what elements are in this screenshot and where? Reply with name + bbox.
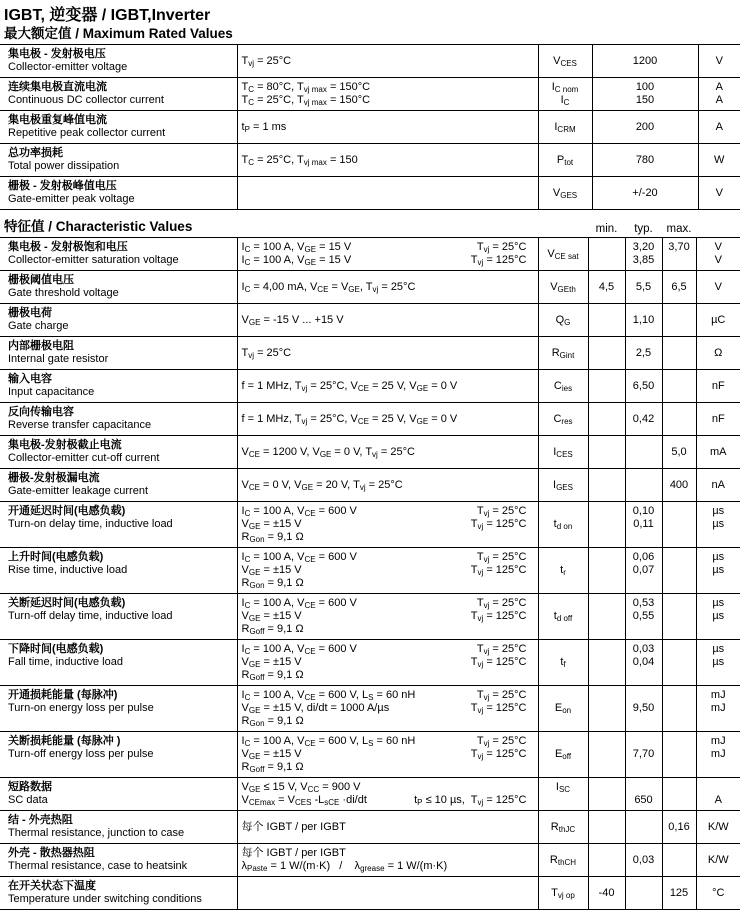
conditions-cell xyxy=(237,144,538,177)
conditions-cell xyxy=(237,844,538,877)
spec-row xyxy=(0,238,740,271)
param-name-cell xyxy=(0,271,237,304)
unit-cell: V xyxy=(698,45,740,78)
symbol-cell: $E_{on}$ xyxy=(538,686,588,732)
typ-cell xyxy=(625,436,662,469)
min-cell xyxy=(588,337,625,370)
spec-row xyxy=(0,778,740,811)
unit-cell: W xyxy=(698,144,740,177)
spec-row xyxy=(0,144,740,177)
min-cell xyxy=(588,436,625,469)
param-name-cn: 栅极阈值电压 xyxy=(8,274,74,286)
condition-line: $I_C = 100$ A, $V_{GE} = 15$ V $T_{vj} = 25^\circ C$ xyxy=(241,241,527,254)
page-title: IGBT, 逆变器 / IGBT,Inverter xyxy=(4,7,211,24)
condition-line: $R_{Goff} = 9,1$ Ω xyxy=(241,669,304,682)
spec-row xyxy=(0,811,740,844)
param-name-cn: 集电极重复峰值电流 xyxy=(8,114,107,126)
unit-cell: µs µs xyxy=(696,640,740,686)
conditions-cell xyxy=(237,111,538,144)
unit-cell: mJ mJ xyxy=(696,732,740,778)
symbol-cell: $V_{CE sat}$ xyxy=(538,238,588,271)
condition-line: $R_{Gon} = 9,1$ Ω xyxy=(241,715,304,728)
conditions-cell xyxy=(237,370,538,403)
conditions-cell xyxy=(237,78,538,111)
col-header-typ: typ. xyxy=(634,223,653,235)
symbol-cell: $R_{Gint}$ xyxy=(538,337,588,370)
conditions-cell xyxy=(237,877,538,910)
param-name-en: Temperature under switching conditions xyxy=(8,893,202,905)
param-name-cn: 开通延迟时间(电感负载) xyxy=(8,505,126,517)
param-name-en: Gate charge xyxy=(8,320,69,332)
conditions-cell xyxy=(237,469,538,502)
symbol-cell: $t_f$ xyxy=(538,640,588,686)
typ-cell: 0,06 0,07 xyxy=(625,548,662,594)
value-cell: 1200 xyxy=(592,45,698,78)
param-name-en: Gate threshold voltage xyxy=(8,287,119,299)
spec-row xyxy=(0,337,740,370)
unit-cell: A A xyxy=(698,78,740,111)
typ-cell: 7,70 xyxy=(625,732,662,778)
param-name-en: Turn-off energy loss per pulse xyxy=(8,748,154,760)
param-name-en: Continuous DC collector current xyxy=(8,94,164,106)
min-cell xyxy=(588,370,625,403)
param-name-cell xyxy=(0,778,237,811)
param-name-en: Turn-on delay time, inductive load xyxy=(8,518,173,530)
unit-cell: V xyxy=(698,177,740,210)
param-name-en: Turn-on energy loss per pulse xyxy=(8,702,154,714)
param-name-cn: 内部栅极电阻 xyxy=(8,340,74,352)
spec-row xyxy=(0,877,740,910)
condition-line: $T_C = 25^\circ C$, $T_{vj max} = 150^\circ C$ xyxy=(241,94,371,107)
symbol-cell: $T_{vj op}$ xyxy=(538,877,588,910)
symbol-cell: $C_{res}$ xyxy=(538,403,588,436)
spec-row xyxy=(0,469,740,502)
min-cell xyxy=(588,304,625,337)
symbol-cell: $V_{CES}$ xyxy=(538,45,592,78)
param-name-en: Gate-emitter leakage current xyxy=(8,485,149,497)
spec-row xyxy=(0,304,740,337)
typ-cell: 2,5 xyxy=(625,337,662,370)
param-name-cn: 在开关状态下温度 xyxy=(8,880,96,892)
typ-cell xyxy=(625,811,662,844)
condition-line: $V_{GE} = \pm 15$ V $T_{vj} = 125^\circ C$ xyxy=(241,564,527,577)
symbol-cell: $E_{off}$ xyxy=(538,732,588,778)
param-name-cn: 栅极-发射极漏电流 xyxy=(8,472,100,484)
unit-cell: A xyxy=(698,111,740,144)
symbol-cell: $Q_G$ xyxy=(538,304,588,337)
max-cell xyxy=(662,594,696,640)
min-cell xyxy=(588,469,625,502)
param-name-cn: 栅极 - 发射极峰值电压 xyxy=(8,180,117,192)
max-cell xyxy=(662,778,696,811)
condition-line: $R_{Goff} = 9,1$ Ω xyxy=(241,623,304,636)
conditions-cell xyxy=(237,686,538,732)
condition-line: f = 1 MHz, $T_{vj} = 25^\circ C$, $V_{CE} = 25$ V, $V_{GE} = 0$ V xyxy=(241,379,458,393)
param-name-cell xyxy=(0,640,237,686)
conditions-cell xyxy=(237,304,538,337)
condition-line: $T_C = 25^\circ C$, $T_{vj max} = 150$ xyxy=(241,153,358,167)
param-name-cn: 总功率损耗 xyxy=(8,147,63,159)
min-cell xyxy=(588,594,625,640)
param-name-cn: 输入电容 xyxy=(8,373,52,385)
typ-cell: 0,53 0,55 xyxy=(625,594,662,640)
value-cell: +/-20 xyxy=(592,177,698,210)
spec-row xyxy=(0,45,740,78)
symbol-cell: $V_{GES}$ xyxy=(538,177,592,210)
max-cell xyxy=(662,640,696,686)
unit-cell: nA xyxy=(696,469,740,502)
spec-row xyxy=(0,732,740,778)
typ-cell: 0,03 0,04 xyxy=(625,640,662,686)
max-cell xyxy=(662,844,696,877)
symbol-cell: $R_{thCH}$ xyxy=(538,844,588,877)
condition-line: $R_{Gon} = 9,1$ Ω xyxy=(241,577,304,590)
condition-line: $V_{GE} = \pm 15$ V $T_{vj} = 125^\circ C$ xyxy=(241,518,527,531)
max-cell xyxy=(662,370,696,403)
max-cell: 0,16 xyxy=(662,811,696,844)
param-name-cell xyxy=(0,238,237,271)
conditions-cell xyxy=(237,502,538,548)
condition-line: $I_C = 100$ A, $V_{CE} = 600$ V $T_{vj} = 25^\circ C$ xyxy=(241,643,527,656)
spec-row xyxy=(0,502,740,548)
param-name-cell xyxy=(0,403,237,436)
param-name-cell xyxy=(0,844,237,877)
conditions-cell xyxy=(237,594,538,640)
characteristic-heading: 特征值 / Characteristic Values xyxy=(4,219,193,234)
symbol-cell: $t_{d off}$ xyxy=(538,594,588,640)
max-cell: 3,70 xyxy=(662,238,696,271)
conditions-cell xyxy=(237,337,538,370)
symbol-cell: $t_{d on}$ xyxy=(538,502,588,548)
condition-line: $T_C = 80^\circ C$, $T_{vj max} = 150^\circ C$ xyxy=(241,81,371,94)
param-name-cell xyxy=(0,78,237,111)
spec-row xyxy=(0,111,740,144)
symbol-cell: $I_{SC}$ xyxy=(538,778,588,811)
param-name-cn: 上升时间(电感负载) xyxy=(8,551,104,563)
param-name-cell xyxy=(0,436,237,469)
param-name-en: Collector-emitter voltage xyxy=(8,61,128,73)
conditions-cell xyxy=(237,436,538,469)
spec-row xyxy=(0,370,740,403)
max-cell xyxy=(662,548,696,594)
condition-line: $V_{CE} = 0$ V, $V_{GE} = 20$ V, $T_{vj} = 25^\circ C$ xyxy=(241,478,403,492)
param-name-cn: 集电极 - 发射极饱和电压 xyxy=(8,241,128,253)
symbol-cell: $C_{ies}$ xyxy=(538,370,588,403)
min-cell xyxy=(588,844,625,877)
max-cell: 5,0 xyxy=(662,436,696,469)
param-name-cn: 集电极 - 发射极电压 xyxy=(8,48,106,60)
param-name-en: SC data xyxy=(8,794,48,806)
typ-cell xyxy=(625,877,662,910)
typ-cell: 0,42 xyxy=(625,403,662,436)
unit-cell: Ω xyxy=(696,337,740,370)
unit-cell: °C xyxy=(696,877,740,910)
param-name-cn: 栅极电荷 xyxy=(8,307,52,319)
condition-line: $V_{GE} = \pm 15$ V, di/dt = 1000 A/µs $T_{vj} = 125^\circ C$ xyxy=(241,702,527,715)
col-header-max: max. xyxy=(666,223,692,235)
condition-line: $V_{GE} = \pm 15$ V $T_{vj} = 125^\circ C$ xyxy=(241,610,527,623)
unit-cell: K/W xyxy=(696,811,740,844)
unit-cell: µC xyxy=(696,304,740,337)
min-cell xyxy=(588,811,625,844)
max-cell xyxy=(662,686,696,732)
unit-cell: A xyxy=(696,778,740,811)
condition-line: 每个 IGBT / per IGBT xyxy=(241,847,346,859)
param-name-cell xyxy=(0,144,237,177)
condition-line: $V_{GE} = \pm 15$ V $T_{vj} = 125^\circ C$ xyxy=(241,656,527,669)
symbol-cell: $I_{GES}$ xyxy=(538,469,588,502)
typ-cell: 1,10 xyxy=(625,304,662,337)
param-name-en: Repetitive peak collector current xyxy=(8,127,166,139)
param-name-cell xyxy=(0,811,237,844)
unit-cell: V V xyxy=(696,238,740,271)
param-name-cell xyxy=(0,548,237,594)
param-name-en: Thermal resistance, case to heatsink xyxy=(8,860,188,872)
spec-row xyxy=(0,403,740,436)
param-name-cn: 结 - 外壳热阻 xyxy=(8,814,73,826)
max-cell xyxy=(662,403,696,436)
max-cell xyxy=(662,337,696,370)
unit-cell: µs µs xyxy=(696,502,740,548)
condition-line: $\lambda_{Paste} = 1$ W/(m·K) / $\lambda_{grease} = 1$ W/(m·K) xyxy=(241,860,448,873)
min-cell xyxy=(588,403,625,436)
param-name-cell xyxy=(0,177,237,210)
param-name-cell xyxy=(0,732,237,778)
param-name-cell xyxy=(0,594,237,640)
param-name-cn: 关断损耗能量 (每脉冲 ) xyxy=(8,735,121,747)
unit-cell: nF xyxy=(696,370,740,403)
value-cell: 200 xyxy=(592,111,698,144)
param-name-cn: 外壳 - 散热器热阻 xyxy=(8,847,95,859)
typ-cell: 0,10 0,11 xyxy=(625,502,662,548)
min-cell xyxy=(588,778,625,811)
typ-cell: 0,03 xyxy=(625,844,662,877)
col-header-min: min. xyxy=(595,223,618,235)
col-header-unit-spacer xyxy=(696,235,740,237)
spec-row xyxy=(0,177,740,210)
unit-cell: mA xyxy=(696,436,740,469)
symbol-cell: $I_{CRM}$ xyxy=(538,111,592,144)
value-cell: 100 150 xyxy=(592,78,698,111)
conditions-cell xyxy=(237,403,538,436)
param-name-en: Turn-off delay time, inductive load xyxy=(8,610,173,622)
param-name-cn: 连续集电极直流电流 xyxy=(8,81,107,93)
min-cell xyxy=(588,238,625,271)
spec-row xyxy=(0,548,740,594)
characteristic-table xyxy=(0,237,740,910)
unit-cell: mJ mJ xyxy=(696,686,740,732)
symbol-cell: $P_{tot}$ xyxy=(538,144,592,177)
typ-cell: 650 xyxy=(625,778,662,811)
spec-row xyxy=(0,844,740,877)
symbol-cell: $V_{GEth}$ xyxy=(538,271,588,304)
typ-cell: 3,20 3,85 xyxy=(625,238,662,271)
max-cell xyxy=(662,502,696,548)
param-name-cell xyxy=(0,502,237,548)
param-name-cn: 下降时间(电感负载) xyxy=(8,643,104,655)
param-name-cn: 反向传输电容 xyxy=(8,406,74,418)
max-cell xyxy=(662,304,696,337)
max-rated-heading: 最大额定值 / Maximum Rated Values xyxy=(4,26,233,41)
condition-line: $R_{Goff} = 9,1$ Ω xyxy=(241,761,304,774)
param-name-cn: 短路数据 xyxy=(8,781,52,793)
param-name-en: Thermal resistance, junction to case xyxy=(8,827,185,839)
conditions-cell xyxy=(237,271,538,304)
max-cell xyxy=(662,732,696,778)
unit-cell: nF xyxy=(696,403,740,436)
spec-row xyxy=(0,78,740,111)
param-name-en: Fall time, inductive load xyxy=(8,656,123,668)
conditions-cell xyxy=(237,732,538,778)
symbol-cell: $R_{thJC}$ xyxy=(538,811,588,844)
conditions-cell xyxy=(237,238,538,271)
condition-line: $I_C = 100$ A, $V_{CE} = 600$ V, $L_S = 60$ nH $T_{vj} = 25^\circ C$ xyxy=(241,689,527,702)
value-cell: 780 xyxy=(592,144,698,177)
unit-cell: µs µs xyxy=(696,594,740,640)
condition-line: 每个 IGBT / per IGBT xyxy=(241,820,346,833)
condition-line: $I_C = 100$ A, $V_{CE} = 600$ V $T_{vj} = 25^\circ C$ xyxy=(241,597,527,610)
param-name-cn: 开通损耗能量 (每脉冲) xyxy=(8,689,118,701)
condition-line: $t_P = 1$ ms xyxy=(241,120,287,134)
condition-line: $V_{GE} = -15$ V ... +15 V xyxy=(241,313,344,327)
param-name-cell xyxy=(0,111,237,144)
condition-line: $V_{GE} \le 15$ V, $V_{CC} = 900$ V xyxy=(241,781,361,794)
symbol-cell: $I_{C nom}$ $I_C$ xyxy=(538,78,592,111)
conditions-cell xyxy=(237,45,538,78)
condition-line: $I_C = 4,00$ mA, $V_{CE} = V_{GE}$, $T_{vj} = 25^\circ C$ xyxy=(241,280,416,294)
typ-cell: 5,5 xyxy=(625,271,662,304)
unit-cell: K/W xyxy=(696,844,740,877)
param-name-cell xyxy=(0,304,237,337)
condition-line: f = 1 MHz, $T_{vj} = 25^\circ C$, $V_{CE} = 25$ V, $V_{GE} = 0$ V xyxy=(241,412,458,426)
max-cell: 125 xyxy=(662,877,696,910)
param-name-en: Total power dissipation xyxy=(8,160,120,172)
condition-line: $I_C = 100$ A, $V_{CE} = 600$ V $T_{vj} = 25^\circ C$ xyxy=(241,505,527,518)
min-cell xyxy=(588,502,625,548)
min-cell: -40 xyxy=(588,877,625,910)
typ-cell xyxy=(625,469,662,502)
symbol-cell: $t_r$ xyxy=(538,548,588,594)
param-name-en: Collector-emitter cut-off current xyxy=(8,452,160,464)
condition-line: $V_{CE} = 1200$ V, $V_{GE} = 0$ V, $T_{vj} = 25^\circ C$ xyxy=(241,445,415,459)
conditions-cell xyxy=(237,548,538,594)
condition-line: $V_{GE} = \pm 15$ V $T_{vj} = 125^\circ C$ xyxy=(241,748,527,761)
conditions-cell xyxy=(237,640,538,686)
condition-line: $T_{vj} = 25^\circ C$ xyxy=(241,54,292,68)
param-name-en: Gate-emitter peak voltage xyxy=(8,193,135,205)
param-name-cell xyxy=(0,686,237,732)
param-name-en: Input capacitance xyxy=(8,386,95,398)
param-name-cn: 集电极-发射极截止电流 xyxy=(8,439,122,451)
max-rated-table xyxy=(0,44,740,210)
min-cell: 4,5 xyxy=(588,271,625,304)
conditions-cell xyxy=(237,778,538,811)
param-name-en: Reverse transfer capacitance xyxy=(8,419,152,431)
condition-line: $I_C = 100$ A, $V_{GE} = 15$ V $T_{vj} = 125^\circ C$ xyxy=(241,254,527,267)
param-name-cell xyxy=(0,45,237,78)
spec-row xyxy=(0,436,740,469)
min-cell xyxy=(588,640,625,686)
unit-cell: µs µs xyxy=(696,548,740,594)
param-name-cell xyxy=(0,370,237,403)
condition-line: $I_C = 100$ A, $V_{CE} = 600$ V, $L_S = 60$ nH $T_{vj} = 25^\circ C$ xyxy=(241,735,527,748)
param-name-cell xyxy=(0,877,237,910)
conditions-cell xyxy=(237,177,538,210)
param-name-cell xyxy=(0,469,237,502)
typ-cell: 6,50 xyxy=(625,370,662,403)
max-cell: 400 xyxy=(662,469,696,502)
param-name-cn: 关断延迟时间(电感负载) xyxy=(8,597,126,609)
condition-line: $V_{CEmax} = V_{CES}$ $-L_{sCE} \cdot di/dt$ $t_P \le 10$ µs, $T_{vj} = 125^\circ C$ xyxy=(241,794,527,807)
spec-row xyxy=(0,686,740,732)
param-name-en: Rise time, inductive load xyxy=(8,564,128,576)
param-name-en: Collector-emitter saturation voltage xyxy=(8,254,179,266)
characteristic-header-row xyxy=(0,219,740,237)
min-cell xyxy=(588,548,625,594)
conditions-cell xyxy=(237,811,538,844)
param-name-en: Internal gate resistor xyxy=(8,353,109,365)
min-cell xyxy=(588,686,625,732)
spec-row xyxy=(0,594,740,640)
min-cell xyxy=(588,732,625,778)
spec-row xyxy=(0,271,740,304)
param-name-cell xyxy=(0,337,237,370)
condition-line: $I_C = 100$ A, $V_{CE} = 600$ V $T_{vj} = 25^\circ C$ xyxy=(241,551,527,564)
condition-line: $T_{vj} = 25^\circ C$ xyxy=(241,346,292,360)
max-cell: 6,5 xyxy=(662,271,696,304)
symbol-cell: $I_{CES}$ xyxy=(538,436,588,469)
condition-line: $R_{Gon} = 9,1$ Ω xyxy=(241,531,304,544)
typ-cell: 9,50 xyxy=(625,686,662,732)
unit-cell: V xyxy=(696,271,740,304)
spec-row xyxy=(0,640,740,686)
